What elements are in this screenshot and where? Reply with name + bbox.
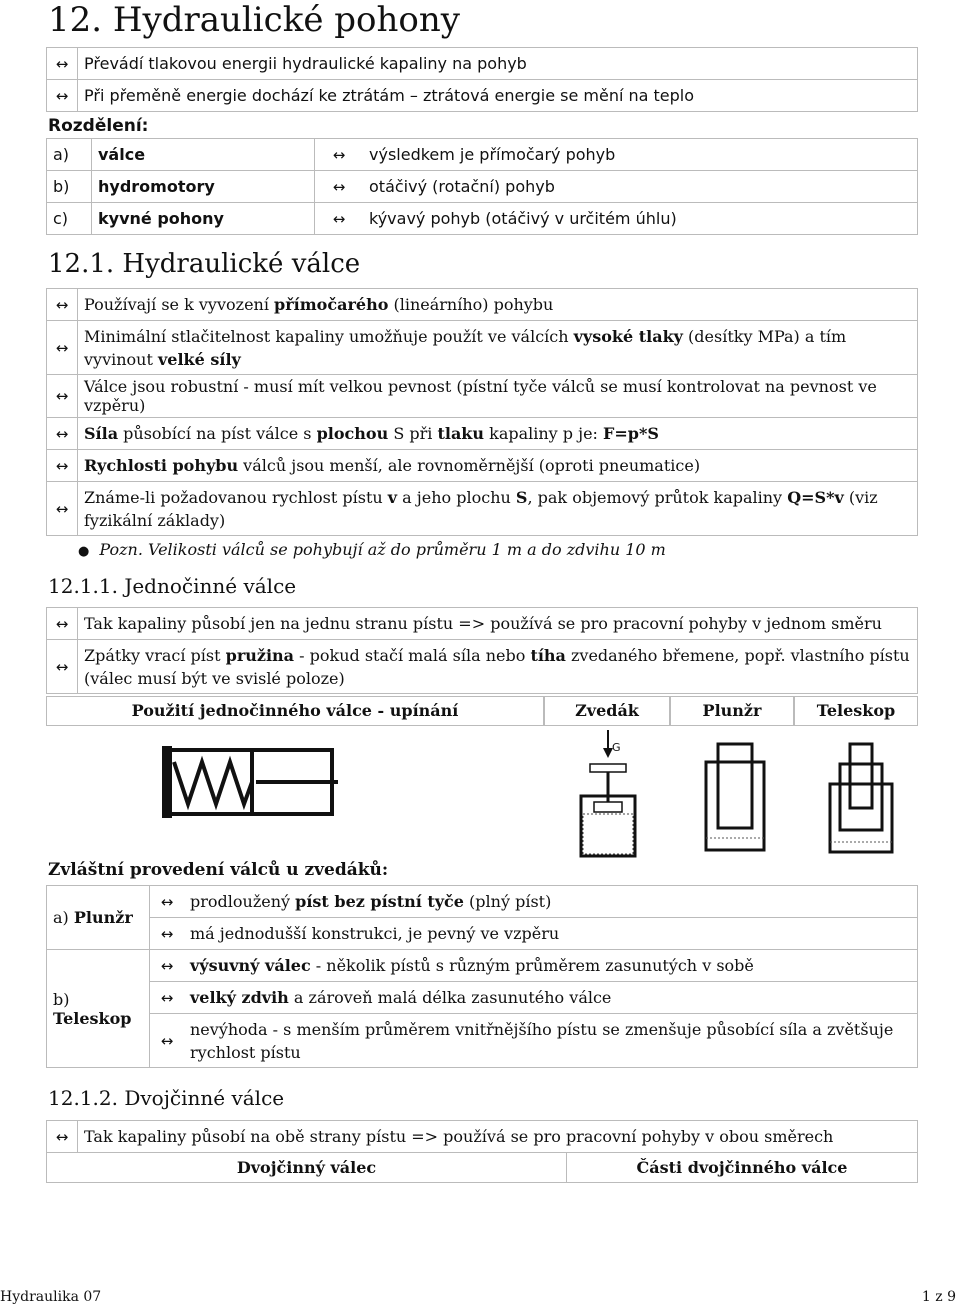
text: Používají se k vyvození <box>84 295 275 314</box>
list-letter: a) <box>47 139 92 171</box>
text: zvedaného břemene, popř. vlastního pístu (válec musí být ve svislé poloze) <box>84 645 910 688</box>
text: Tak kapaliny působí jen na jednu stranu pístu => používá se pro pracovní pohyby v jednom směru <box>78 608 918 640</box>
text-bold: vysoké tlaky <box>573 326 683 346</box>
arrow-icon: ↔ <box>47 375 78 418</box>
type-name: kyvné pohony <box>92 203 315 235</box>
arrow-icon: ↔ <box>47 1121 78 1153</box>
arrow-icon: ↔ <box>47 418 78 450</box>
text: (desítky MPa) a tím vyvinout <box>84 326 847 369</box>
text-bold: tlaku <box>437 424 485 443</box>
text: Zpátky vrací píst <box>84 645 226 665</box>
type-desc: výsledkem je přímočarý pohyb <box>363 139 918 171</box>
text: Válce jsou robustní - musí mít velkou pevnost (pístní tyče válců se musí kontrolovat na pevnost ve vzpěru) <box>78 375 918 418</box>
text-bold: F=p*S <box>603 424 659 443</box>
text: - pokud stačí malá síla nebo <box>294 645 531 665</box>
telescope-drawing <box>826 742 896 854</box>
text: nevýhoda - s menším průměrem vnitřnějšího pístu se zmenšuje působící síla a zvětšuje rychlost pístu <box>184 1014 918 1068</box>
text-bold: tíha <box>530 645 566 665</box>
text: a zároveň malá délka zasunutého válce <box>288 988 612 1007</box>
jednocinne-table <box>46 607 918 694</box>
type-name: Plunžr <box>73 908 133 927</box>
text-bold: Q=S*v <box>787 487 844 507</box>
type-desc: kývavý pohyb (otáčivý v určitém úhlu) <box>363 203 918 235</box>
arrow-icon: ↔ <box>150 950 185 982</box>
section-heading: 12.1.1. Jednočinné válce <box>48 574 297 598</box>
arrow-icon: ↔ <box>47 450 78 482</box>
arrow-icon: ↔ <box>150 1014 185 1068</box>
list-letter: c) <box>47 203 92 235</box>
text-bold: v <box>387 487 398 507</box>
note-text: Pozn. Velikosti válců se pohybují až do průměru 1 m a do zdvihu 10 m <box>99 540 666 559</box>
text: působící na píst válce s <box>118 424 317 443</box>
special-heading: Zvláštní provedení válců u zvedáků: <box>48 860 389 880</box>
rozdeleni-table <box>46 138 918 235</box>
arrow-icon: ↔ <box>47 289 78 321</box>
bullet-icon: ● <box>78 544 90 559</box>
text: Minimální stlačitelnost kapaliny umožňuje použít ve válcích <box>84 326 574 346</box>
intro-table <box>46 47 918 112</box>
text-bold: přímočarého <box>274 295 389 314</box>
force-label: G <box>612 741 621 754</box>
intro-line: Převádí tlakovou energii hydraulické kapaliny na pohyb <box>78 48 918 80</box>
text-bold: plochou <box>316 424 389 443</box>
arrow-icon: ↔ <box>47 482 78 536</box>
text-bold: Rychlosti pohybu <box>84 456 239 475</box>
spring-cylinder-drawing <box>160 742 340 822</box>
type-name: válce <box>92 139 315 171</box>
type-name: hydromotory <box>92 171 315 203</box>
footer-right: 1 z 9 <box>921 1289 956 1305</box>
arrow-icon: ↔ <box>47 608 78 640</box>
text-bold: píst bez pístní tyče <box>295 892 464 911</box>
arrow-icon: ↔ <box>315 203 364 235</box>
table-header: Plunžr <box>670 696 794 726</box>
valce-table <box>46 288 918 536</box>
text-bold: pružina <box>225 645 295 665</box>
arrow-icon: ↔ <box>150 982 185 1014</box>
text: Známe-li požadovanou rychlost pístu <box>84 487 388 507</box>
type-name: Teleskop <box>53 1008 132 1028</box>
plunger-drawing <box>700 742 770 852</box>
arrow-icon: ↔ <box>47 321 78 375</box>
text-bold: Síla <box>84 424 119 443</box>
text-bold: velký zdvih <box>190 988 289 1007</box>
text: S při <box>388 424 438 443</box>
dvojcinne-table <box>46 1120 918 1183</box>
arrow-icon: ↔ <box>315 171 364 203</box>
table-header: Použití jednočinného válce - upínání <box>46 696 544 726</box>
table-header: Zvedák <box>544 696 670 726</box>
intro-line: Při přeměně energie dochází ke ztrátám – ztrátová energie se mění na teplo <box>78 80 918 112</box>
text-bold: výsuvný válec <box>190 956 311 975</box>
section-heading: 12.1. Hydraulické válce <box>48 249 361 279</box>
text: kapaliny p je: <box>484 424 604 443</box>
list-letter: b) <box>47 171 92 203</box>
arrow-icon: ↔ <box>47 48 78 80</box>
text: válců jsou menší, ale rovnoměrnější (oproti pneumatice) <box>238 456 701 475</box>
footer-left: Hydraulika 07 <box>0 1289 102 1305</box>
text: prodloužený <box>190 892 296 911</box>
special-table <box>46 885 918 1068</box>
text: - několik pístů s různým průměrem zasunutých v sobě <box>310 956 754 975</box>
note-item <box>78 540 666 559</box>
text-bold: velké síly <box>158 349 241 369</box>
arrow-icon: ↔ <box>150 918 185 950</box>
arrow-icon: ↔ <box>47 80 78 112</box>
text: (viz fyzikální základy) <box>84 487 878 530</box>
section-heading: 12.1.2. Dvojčinné válce <box>48 1086 285 1110</box>
text: (plný píst) <box>463 892 552 911</box>
list-letter: a) <box>53 908 69 927</box>
text: má jednodušší konstrukci, je pevný ve vzpěru <box>184 918 918 950</box>
table-header: Části dvojčinného válce <box>567 1153 918 1183</box>
arrow-icon: ↔ <box>47 640 78 694</box>
rozdeleni-label: Rozdělení: <box>48 116 149 136</box>
text: (lineárního) pohybu <box>388 295 554 314</box>
text: a jeho plochu <box>397 487 516 507</box>
arrow-icon: ↔ <box>315 139 364 171</box>
table-header: Teleskop <box>794 696 918 726</box>
page-title: 12. Hydraulické pohony <box>48 0 460 40</box>
list-letter: b) <box>53 989 70 1009</box>
arrow-icon: ↔ <box>150 886 185 918</box>
text: , pak objemový průtok kapaliny <box>527 487 788 507</box>
text: Tak kapaliny působí na obě strany pístu => používá se pro pracovní pohyby v obou směrech <box>78 1121 918 1153</box>
text-bold: S <box>515 487 528 507</box>
type-desc: otáčivý (rotační) pohyb <box>363 171 918 203</box>
table-header: Dvojčinný válec <box>47 1153 567 1183</box>
